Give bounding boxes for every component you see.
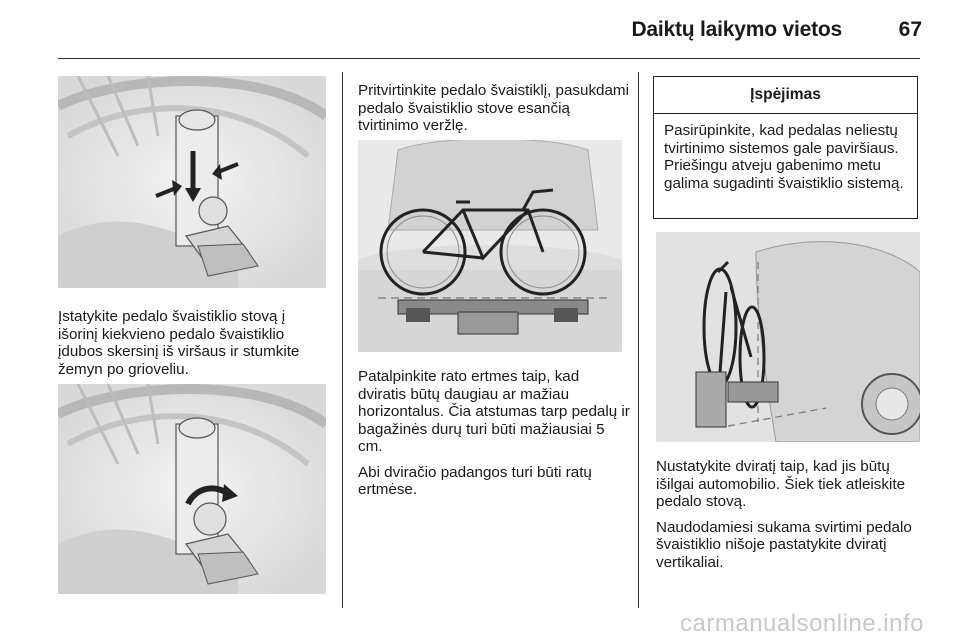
column-divider-1	[342, 72, 343, 608]
tyres-in-trays-note: Abi dviračio padangos turi būti ratų ertmėse.	[358, 463, 592, 498]
section-title: Daiktų laikymo vietos	[631, 18, 842, 41]
warning-text: Pasirūpinkite, kad pedalas neliestų tvirtinimo sistemos gale paviršiaus. Priešingu atveju gabenimo metu galima sugadinti švaistiklio sistemą.	[664, 122, 904, 192]
col2-top-paragraph	[358, 82, 630, 143]
bike-on-carrier-rear-view-illustration	[358, 140, 622, 352]
page-number: 67	[898, 18, 922, 41]
lever-upright-instruction: Naudodamiesi sukama svirtimi pedalo švaistiklio nišoje pastatykite dviratį vertikaliai.	[656, 518, 912, 571]
col1-paragraph	[58, 308, 328, 386]
pedal-holder-insert-instruction: Įstatykite pedalo švaistiklio stovą į išorinį kiekvieno pedalo švaistiklio įdubos skersinį iš viršaus ir stumkite žemyn po grioveliu.	[58, 308, 300, 378]
watermark: carmanualsonline.info	[680, 610, 924, 637]
bike-on-carrier-side-view-illustration	[656, 232, 920, 442]
column-divider-2	[638, 72, 639, 608]
pedal-holder-insert-illustration	[58, 76, 326, 288]
header-rule	[58, 58, 920, 59]
col3-bottom-text	[656, 458, 926, 579]
col2-bottom-text	[358, 368, 630, 507]
warning-box	[653, 76, 918, 219]
page-header	[0, 0, 960, 62]
tighten-nut-instruction: Pritvirtinkite pedalo švaistiklį, pasukdami pedalo švaistiklio stove esančią tvirtinimo veržlę.	[358, 82, 629, 134]
warning-title: Įspėjimas	[654, 77, 917, 114]
pedal-holder-tighten-illustration	[58, 384, 326, 594]
align-bike-instruction: Nustatykite dviratį taip, kad jis būtų išilgai automobilio. Šiek tiek atleiskite pedalo stovą.	[656, 458, 906, 510]
wheel-trays-instruction: Patalpinkite rato ertmes taip, kad dviratis būtų daugiau ar mažiau horizontalus. Čia atstumas tarp pedalų ir bagažinės durų turi būti mažiausiai 5 cm.	[358, 368, 630, 455]
